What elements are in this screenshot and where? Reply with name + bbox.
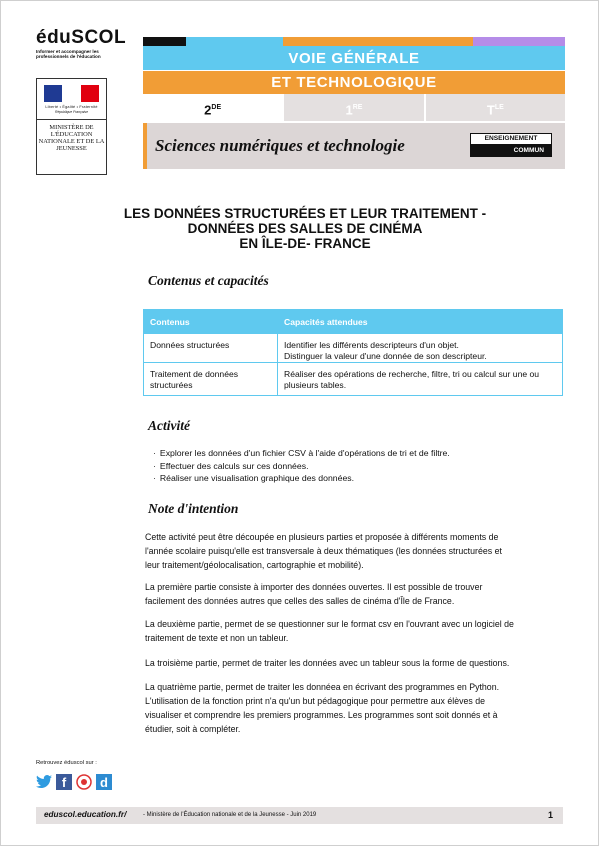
cell-text: Données structurées [150, 340, 230, 350]
ministry-name: MINISTÈRE DE L'ÉDUCATION NATIONALE ET DE LA JEUNESSE [38, 124, 105, 152]
table-cell [144, 334, 278, 363]
level-sup: LE [494, 104, 504, 111]
social-label: Retrouvez éduscol sur : [36, 760, 97, 766]
list-item: · Explorer les données d'un fichier CSV à l'aide d'opérations de tri et de filtre. [153, 447, 450, 460]
level-main: 1 [345, 102, 353, 118]
level-tabs [143, 94, 565, 121]
para-line: La troisième partie, permet de traiter les données avec un tableur sous la forme de questions. [145, 658, 510, 668]
cell-line: Identifier les différents descripteurs d'un objet. [284, 340, 459, 350]
cell-line: Distinguer la valeur d'une donnée de son descripteur. [284, 350, 487, 361]
paragraph [145, 580, 563, 608]
para-line: facilement des données autres que celles des salles de cinéma d'Île de France. [145, 596, 455, 606]
dailymotion-icon[interactable] [96, 774, 112, 790]
dailymotion-glyph: d [100, 774, 108, 790]
technologique-band: ET TECHNOLOGIQUE [143, 71, 565, 94]
table-cell [278, 334, 563, 363]
para-line: La quatrième partie, permet de traiter les donnéea en écrivant des programmes en Python. [145, 682, 500, 692]
social-links [36, 774, 112, 790]
para-line: l'année scolaire puisqu'elle est transversale à deux thématiques (les données structurées et [145, 546, 502, 556]
level-tab-premiere[interactable] [282, 94, 423, 121]
level-main: 2 [204, 102, 212, 118]
para-line: La deuxième partie, permet de se questionner sur le format csv en l'ouvrant avec un logiciel de [145, 619, 514, 629]
paragraph [145, 530, 563, 572]
twitter-icon[interactable] [36, 774, 52, 790]
level-tab-terminale[interactable] [424, 94, 565, 121]
para-line: L'utilisation de la fonction print n'a qu'un but pédagogique pour permettre aux élèves de [145, 696, 486, 706]
paragraph [145, 617, 563, 645]
contenus-table [143, 309, 563, 396]
footer-text: - Ministère de l'Éducation nationale et de la Jeunesse - Juin 2019 [143, 812, 317, 818]
para-line: La première partie consiste à importer des données ouvertes. Il est possible de trouver [145, 582, 483, 592]
ministry-divider [37, 119, 106, 120]
activite-list [153, 447, 450, 485]
cell-line: Réaliser des opérations de recherche, filtre, tri ou calcul sur une ou [284, 369, 540, 379]
para-line: Cette activité peut être découpée en plusieurs parties et proposée à différents moments de [145, 532, 499, 542]
facebook-glyph: f [61, 774, 67, 790]
marianne-flag-icon [44, 85, 99, 102]
ministry-republic: République Française [55, 110, 88, 114]
logo-tagline: Informer et accompagner les professionnels de l'éducation [36, 49, 101, 60]
section-activite: Activité [148, 418, 190, 433]
enseignement-badge [470, 133, 552, 157]
header-strip-purple [473, 37, 565, 46]
facebook-icon[interactable] [56, 774, 72, 790]
para-line: traitement de texte et non un tableur. [145, 633, 289, 643]
page-number: 1 [548, 810, 554, 820]
table-header-contenus: Contenus [144, 310, 278, 334]
paragraph [145, 680, 563, 736]
ministry-logo [36, 78, 107, 175]
para-line: leur traitement/géolocalisation, cartographie et mobilité). [145, 560, 364, 570]
list-item: · Réaliser une visualisation graphique des données. [153, 472, 450, 485]
header-strip-black [143, 37, 186, 46]
table-header-row [144, 310, 563, 334]
paragraph [145, 656, 563, 670]
table-row [144, 334, 563, 363]
title-line-2: DONNÉES DES SALLES DE CINÉMA [187, 221, 423, 236]
document-title [110, 206, 500, 251]
cell-line: Traitement de données [150, 369, 239, 379]
para-line: visualiser et comprendre les premiers programmes. Les programmes sont soit donnés et à [145, 710, 498, 720]
eduscol-logo[interactable] [36, 28, 126, 59]
subject-accent [143, 123, 147, 169]
list-item: · Effectuer des calculs sur ces données. [153, 460, 450, 473]
subject-title: Sciences numériques et technologie [155, 136, 405, 155]
partner-icon[interactable] [76, 774, 92, 790]
level-tab-seconde[interactable] [143, 94, 282, 121]
cell-line: structurées [150, 379, 193, 390]
table-header-capacites: Capacités attendues [278, 310, 563, 334]
table-cell [144, 363, 278, 396]
table-cell [278, 363, 563, 396]
ens-bottom: COMMUN [470, 145, 552, 157]
table-row [144, 363, 563, 396]
cell-line: plusieurs tables. [284, 379, 347, 390]
title-line-3: EN ÎLE-DE- FRANCE [239, 236, 371, 251]
level-sup: DE [211, 104, 222, 111]
header-strip-orange [283, 37, 473, 46]
section-note: Note d'intention [148, 501, 239, 516]
section-contenus: Contenus et capacités [148, 273, 269, 288]
footer-site-link[interactable]: eduscol.education.fr/ [44, 810, 127, 819]
para-line: étudier, soit à compléter. [145, 724, 241, 734]
title-line-1: LES DONNÉES STRUCTURÉES ET LEUR TRAITEMENT - [123, 206, 487, 221]
voie-generale-band: VOIE GÉNÉRALE [143, 46, 565, 70]
level-main: T [486, 102, 495, 118]
ens-top: ENSEIGNEMENT [470, 133, 552, 145]
ministry-motto: Liberté • Égalité • Fraternité [45, 105, 98, 109]
logo-wordmark: éduSCOL [36, 27, 127, 48]
header-strip-blue [186, 37, 283, 46]
level-sup: RE [352, 104, 363, 111]
